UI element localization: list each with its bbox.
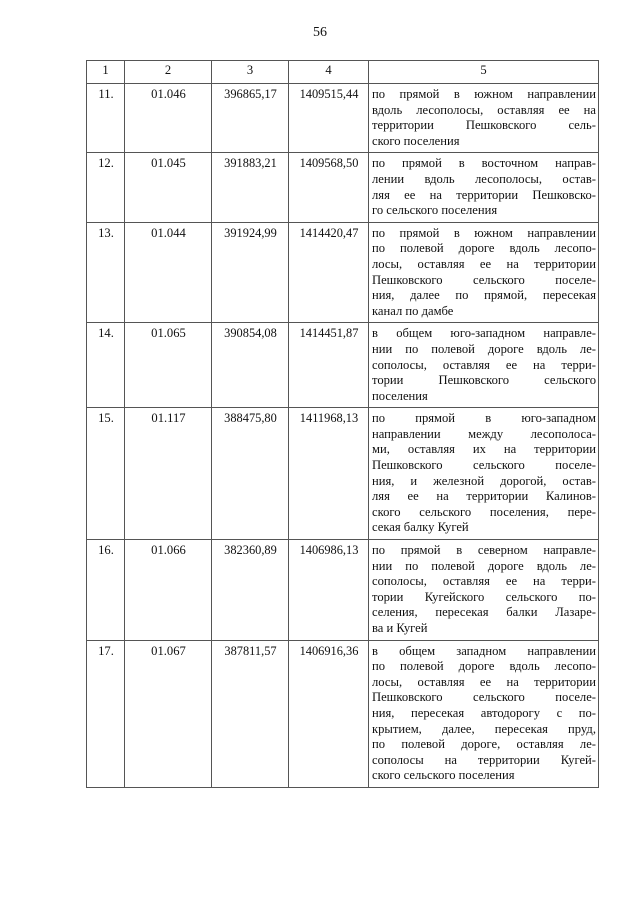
- description-cell: [369, 408, 599, 540]
- point-code-cell: 01.117: [125, 408, 212, 540]
- description-line: по прямой в северном направле-: [372, 543, 596, 558]
- description-line: ния, пересекая автодорогу с по-: [372, 705, 596, 720]
- x-coordinate-cell: 382360,89: [212, 540, 289, 641]
- x-coordinate-cell: 396865,17: [212, 84, 289, 153]
- description-line: ва и Кугей: [372, 621, 428, 635]
- description-line: сополосы на территории Кугей-: [372, 752, 596, 767]
- description-line: сополосы, оставляя ее на терри-: [372, 357, 596, 372]
- description-line: по прямой в восточном направ-: [372, 156, 596, 171]
- description-line: ляя ее на территории Пешковско-: [372, 187, 596, 202]
- column-header: 2: [125, 61, 212, 84]
- description-line: по полевой дороге вдоль лесопо-: [372, 659, 596, 674]
- y-coordinate-cell: 1406986,13: [289, 540, 369, 641]
- page-number: 56: [313, 25, 327, 40]
- table-row: [87, 153, 599, 222]
- description-line: Пешковского сельского поселе-: [372, 690, 596, 705]
- description-cell: [369, 323, 599, 408]
- table-body: [87, 84, 599, 788]
- description-line: ляя ее на территории Калинов-: [372, 489, 596, 504]
- table-header-row: [87, 61, 599, 84]
- row-number-cell: 12.: [87, 153, 125, 222]
- row-number-cell: 16.: [87, 540, 125, 641]
- description-line: го сельского поселения: [372, 203, 498, 218]
- description-line: по прямой в юго-западном: [372, 411, 596, 426]
- description-line: поселения: [372, 388, 428, 403]
- y-coordinate-cell: 1409515,44: [289, 84, 369, 153]
- description-line: нии по полевой дороге вдоль ле-: [372, 558, 596, 573]
- point-code-cell: 01.045: [125, 153, 212, 222]
- column-header: 5: [369, 61, 599, 84]
- description-line: лении вдоль лесополосы, остав-: [372, 171, 596, 186]
- point-code-cell: 01.066: [125, 540, 212, 641]
- table-row: [87, 323, 599, 408]
- description-line: в общем юго-западном направле-: [372, 326, 596, 341]
- description-line: ми, оставляя их на территории: [372, 442, 596, 457]
- table-row: [87, 84, 599, 153]
- point-code-cell: 01.067: [125, 640, 212, 787]
- column-header: 4: [289, 61, 369, 84]
- description-line: ния, и железной дорогой, остав-: [372, 473, 596, 488]
- x-coordinate-cell: 391924,99: [212, 222, 289, 323]
- point-code-cell: 01.044: [125, 222, 212, 323]
- description-line: по полевой дороге, оставляя ле-: [372, 737, 596, 752]
- description-line: по прямой в южном направлении: [372, 87, 596, 101]
- description-cell: [369, 84, 599, 153]
- point-code-cell: 01.065: [125, 323, 212, 408]
- description-line: в общем западном направлении: [372, 643, 596, 658]
- table-row: [87, 640, 599, 787]
- row-number-cell: 11.: [87, 84, 125, 153]
- description-cell: [369, 640, 599, 787]
- description-line: нии по полевой дороге вдоль ле-: [372, 341, 596, 356]
- point-code-cell: 01.046: [125, 84, 212, 153]
- description-line: лосы, оставляя ее на территории: [372, 256, 596, 271]
- description-line: сополосы, оставляя ее на терри-: [372, 574, 596, 589]
- description-cell: [369, 540, 599, 641]
- description-line: крытием, далее, пересекая пруд,: [372, 721, 596, 736]
- description-line: территории Пешковского сель-: [372, 118, 596, 133]
- description-line: ского сельского поселения: [372, 768, 515, 783]
- row-number-cell: 15.: [87, 408, 125, 540]
- description-line: по полевой дороге вдоль лесопо-: [372, 241, 596, 256]
- description-cell: [369, 222, 599, 323]
- description-line: тории Кугейского сельского по-: [372, 589, 596, 604]
- y-coordinate-cell: 1409568,50: [289, 153, 369, 222]
- x-coordinate-cell: 391883,21: [212, 153, 289, 222]
- x-coordinate-cell: 388475,80: [212, 408, 289, 540]
- description-line: тории Пешковского сельского: [372, 373, 596, 388]
- description-line: ского поселения: [372, 133, 460, 148]
- table-row: [87, 222, 599, 323]
- y-coordinate-cell: 1414420,47: [289, 222, 369, 323]
- description-line: Пешковского сельского поселе-: [372, 272, 596, 287]
- description-line: секая балку Кугей: [372, 520, 469, 535]
- description-line: селения, пересекая балки Лазаре-: [372, 605, 596, 620]
- description-line: Пешковского сельского поселе-: [372, 458, 596, 473]
- description-line: ния, далее по прямой, пересекая: [372, 288, 596, 303]
- x-coordinate-cell: 387811,57: [212, 640, 289, 787]
- description-line: вдоль лесополосы, оставляя ее на: [372, 102, 596, 117]
- table-row: [87, 540, 599, 641]
- row-number-cell: 13.: [87, 222, 125, 323]
- description-line: направлении между лесополоса-: [372, 426, 596, 441]
- description-line: канал по дамбе: [372, 303, 454, 318]
- description-line: лосы, оставляя ее на территории: [372, 674, 596, 689]
- y-coordinate-cell: 1411968,13: [289, 408, 369, 540]
- description-line: ского сельского поселения, пере-: [372, 504, 596, 519]
- boundary-description-table: [86, 60, 599, 788]
- description-line: по прямой в южном направлении: [372, 225, 596, 240]
- description-cell: [369, 153, 599, 222]
- row-number-cell: 14.: [87, 323, 125, 408]
- column-header: 3: [212, 61, 289, 84]
- y-coordinate-cell: 1406916,36: [289, 640, 369, 787]
- table-row: [87, 408, 599, 540]
- x-coordinate-cell: 390854,08: [212, 323, 289, 408]
- column-header: 1: [87, 61, 125, 84]
- row-number-cell: 17.: [87, 640, 125, 787]
- y-coordinate-cell: 1414451,87: [289, 323, 369, 408]
